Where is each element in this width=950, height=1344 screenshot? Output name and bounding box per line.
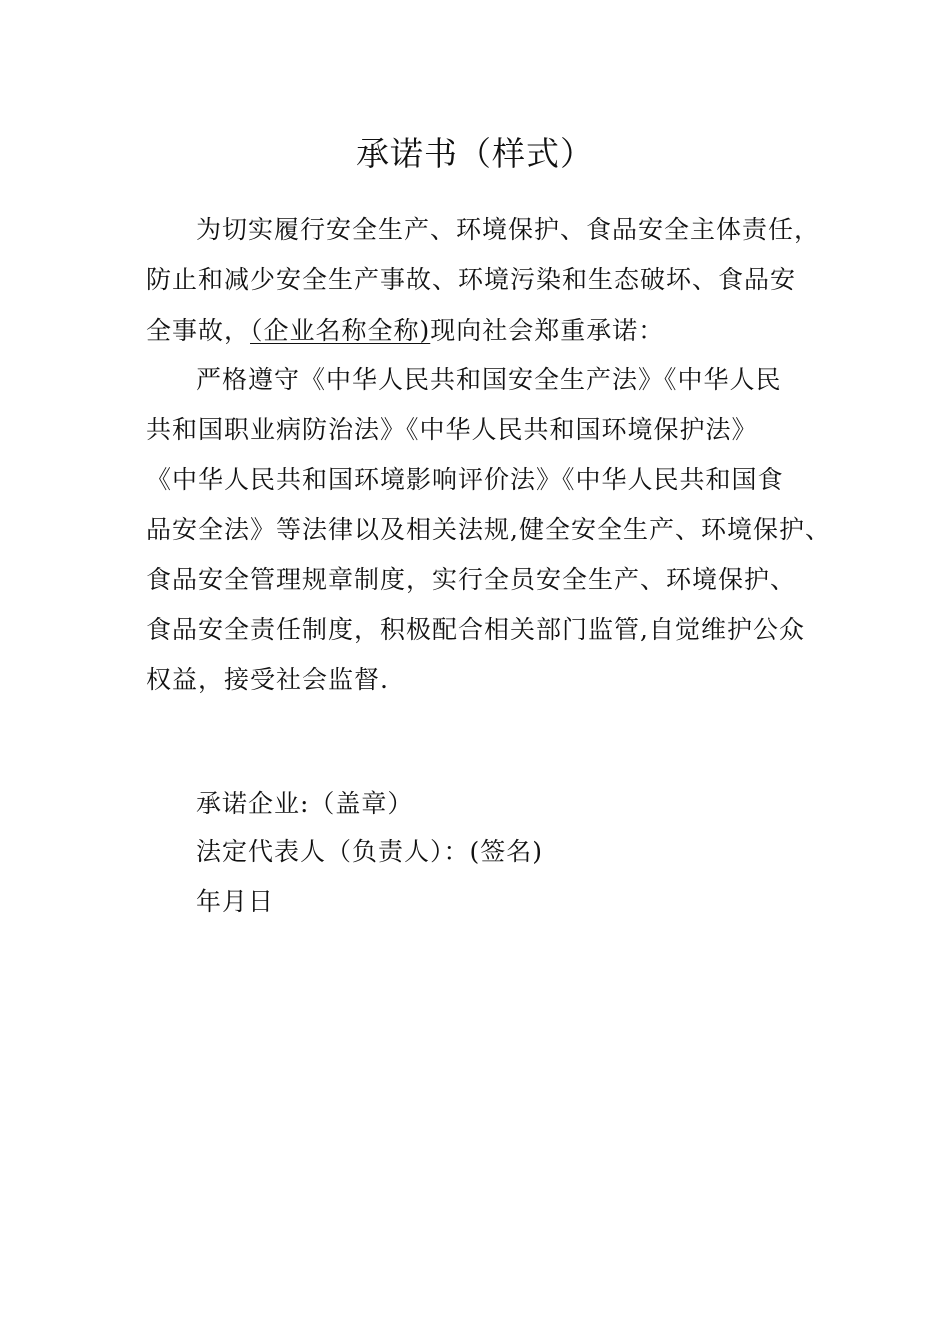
signature-representative: 法定代表人（负责人）：(签名) <box>196 837 544 866</box>
paragraph2-line1: 严格遵守《中华人民共和国安全生产法》《中华人民 <box>196 365 782 394</box>
paragraph2-line3: 《中华人民共和国环境影响评价法》《中华人民共和国食 <box>146 465 784 494</box>
company-name-placeholder: （企业名称全称) <box>250 316 431 345</box>
paragraph1-line3-suffix: 现向社会郑重承诺： <box>430 316 665 345</box>
paragraph2-line6: 食品安全责任制度，积极配合相关部门监管,自觉维护公众 <box>146 615 805 644</box>
paragraph1-line2: 防止和减少安全生产事故、环境污染和生态破坏、食品安 <box>146 265 797 294</box>
paragraph2-line2: 共和国职业病防治法》《中华人民共和国环境保护法》 <box>146 415 758 444</box>
document-title: 承诺书（样式） <box>356 134 594 173</box>
paragraph1-line3-prefix: 全事故， <box>146 316 251 345</box>
paragraph1-line1: 为切实履行安全生产、环境保护、食品安全主体责任， <box>196 215 821 244</box>
signature-date: 年月日 <box>196 887 275 916</box>
signature-company: 承诺企业:（盖章） <box>196 789 414 818</box>
paragraph1-line3 <box>146 311 664 347</box>
paragraph2-line5: 食品安全管理规章制度，实行全员安全生产、环境保护、 <box>146 565 797 594</box>
paragraph2-line4: 品安全法》等法律以及相关法规,健全安全生产、环境保护、 <box>146 515 831 544</box>
paragraph2-line7: 权益，接受社会监督. <box>146 665 389 694</box>
